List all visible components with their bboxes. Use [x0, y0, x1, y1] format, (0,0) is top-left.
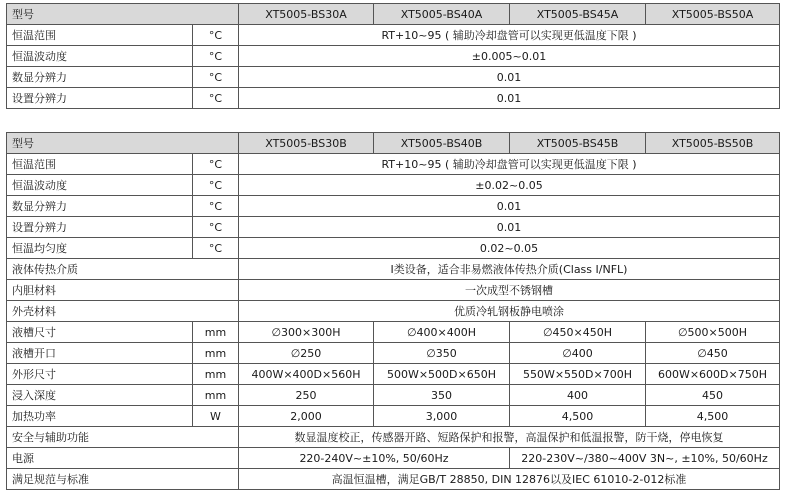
table-row	[7, 343, 780, 364]
row-cell: 450	[646, 385, 780, 406]
row-unit: mm	[193, 343, 239, 364]
row-label: 设置分辨力	[7, 217, 193, 238]
row-cell: ∅450×450H	[510, 322, 646, 343]
table-row	[7, 406, 780, 427]
row-label: 液体传热介质	[7, 259, 239, 280]
table-row	[7, 385, 780, 406]
row-cell: 4,500	[510, 406, 646, 427]
table-row	[7, 46, 780, 67]
row-label: 恒温范围	[7, 25, 193, 46]
row-value: 220-230V~/380~400V 3N~, ±10%, 50/60Hz	[510, 448, 780, 469]
model-header-row	[7, 133, 780, 154]
row-label: 恒温均匀度	[7, 238, 193, 259]
row-cell: ∅400	[510, 343, 646, 364]
row-label: 液槽开口	[7, 343, 193, 364]
table-row	[7, 25, 780, 46]
row-label: 数显分辨力	[7, 196, 193, 217]
table-row	[7, 322, 780, 343]
table-row	[7, 88, 780, 109]
row-cell: 400	[510, 385, 646, 406]
model-name: XT5005-BS30B	[239, 133, 374, 154]
row-value: RT+10~95 ( 辅助冷却盘管可以实现更低温度下限 )	[239, 25, 780, 46]
table-row	[7, 259, 780, 280]
row-label: 外形尺寸	[7, 364, 193, 385]
row-value: 0.01	[239, 217, 780, 238]
model-name: XT5005-BS40A	[374, 4, 510, 25]
row-unit: mm	[193, 364, 239, 385]
row-label: 液槽尺寸	[7, 322, 193, 343]
row-cell: 3,000	[374, 406, 510, 427]
row-unit: W	[193, 406, 239, 427]
row-unit: °C	[193, 88, 239, 109]
table-row	[7, 196, 780, 217]
row-cell: ∅250	[239, 343, 374, 364]
row-unit: mm	[193, 322, 239, 343]
row-unit: °C	[193, 154, 239, 175]
model-label: 型号	[7, 133, 239, 154]
row-unit: °C	[193, 67, 239, 88]
row-unit: °C	[193, 46, 239, 67]
row-value: ±0.005~0.01	[239, 46, 780, 67]
row-unit: mm	[193, 385, 239, 406]
spec-table-b	[6, 132, 780, 490]
model-name: XT5005-BS50B	[646, 133, 780, 154]
row-label: 满足规范与标准	[7, 469, 239, 490]
table-row	[7, 301, 780, 322]
table-row	[7, 175, 780, 196]
row-label: 设置分辨力	[7, 88, 193, 109]
row-cell: ∅350	[374, 343, 510, 364]
model-name: XT5005-BS50A	[646, 4, 780, 25]
row-label: 加热功率	[7, 406, 193, 427]
row-cell: ∅500×500H	[646, 322, 780, 343]
row-cell: 400W×400D×560H	[239, 364, 374, 385]
table-row	[7, 364, 780, 385]
row-cell: 500W×500D×650H	[374, 364, 510, 385]
table-row	[7, 217, 780, 238]
row-unit: °C	[193, 238, 239, 259]
row-unit: °C	[193, 175, 239, 196]
row-unit: °C	[193, 196, 239, 217]
row-value: 0.01	[239, 88, 780, 109]
row-value: 0.01	[239, 196, 780, 217]
spec-table-a	[6, 3, 780, 109]
row-label: 恒温波动度	[7, 175, 193, 196]
model-label: 型号	[7, 4, 239, 25]
row-label: 外壳材料	[7, 301, 239, 322]
model-name: XT5005-BS30A	[239, 4, 374, 25]
row-cell: ∅300×300H	[239, 322, 374, 343]
row-label: 内胆材料	[7, 280, 239, 301]
table-row	[7, 67, 780, 88]
row-value: 优质冷轧钢板静电喷涂	[239, 301, 780, 322]
row-value: 一次成型不锈钢槽	[239, 280, 780, 301]
row-unit: °C	[193, 217, 239, 238]
row-cell: ∅400×400H	[374, 322, 510, 343]
table-row	[7, 238, 780, 259]
row-cell: 550W×550D×700H	[510, 364, 646, 385]
row-label: 安全与辅助功能	[7, 427, 239, 448]
model-name: XT5005-BS45A	[510, 4, 646, 25]
row-cell: 600W×600D×750H	[646, 364, 780, 385]
table-row	[7, 448, 780, 469]
row-label: 数显分辨力	[7, 67, 193, 88]
row-unit: °C	[193, 25, 239, 46]
row-cell: 350	[374, 385, 510, 406]
row-label: 电源	[7, 448, 239, 469]
row-value: I类设备，适合非易燃液体传热介质(Class I/NFL)	[239, 259, 780, 280]
row-value: 220-240V~±10%, 50/60Hz	[239, 448, 510, 469]
row-cell: 250	[239, 385, 374, 406]
model-header-row	[7, 4, 780, 25]
table-row	[7, 154, 780, 175]
row-cell: 4,500	[646, 406, 780, 427]
model-name: XT5005-BS45B	[510, 133, 646, 154]
row-value: 0.02~0.05	[239, 238, 780, 259]
row-value: 0.01	[239, 67, 780, 88]
row-cell: 2,000	[239, 406, 374, 427]
row-cell: ∅450	[646, 343, 780, 364]
table-row	[7, 280, 780, 301]
row-value: 数显温度校正，传感器开路、短路保护和报警，高温保护和低温报警，防干烧，停电恢复	[239, 427, 780, 448]
row-label: 恒温范围	[7, 154, 193, 175]
row-label: 恒温波动度	[7, 46, 193, 67]
row-value: ±0.02~0.05	[239, 175, 780, 196]
table-row	[7, 469, 780, 490]
row-label: 浸入深度	[7, 385, 193, 406]
model-name: XT5005-BS40B	[374, 133, 510, 154]
row-value: RT+10~95 ( 辅助冷却盘管可以实现更低温度下限 )	[239, 154, 780, 175]
table-row	[7, 427, 780, 448]
row-value: 高温恒温槽，满足GB/T 28850, DIN 12876以及IEC 61010-2-012标准	[239, 469, 780, 490]
